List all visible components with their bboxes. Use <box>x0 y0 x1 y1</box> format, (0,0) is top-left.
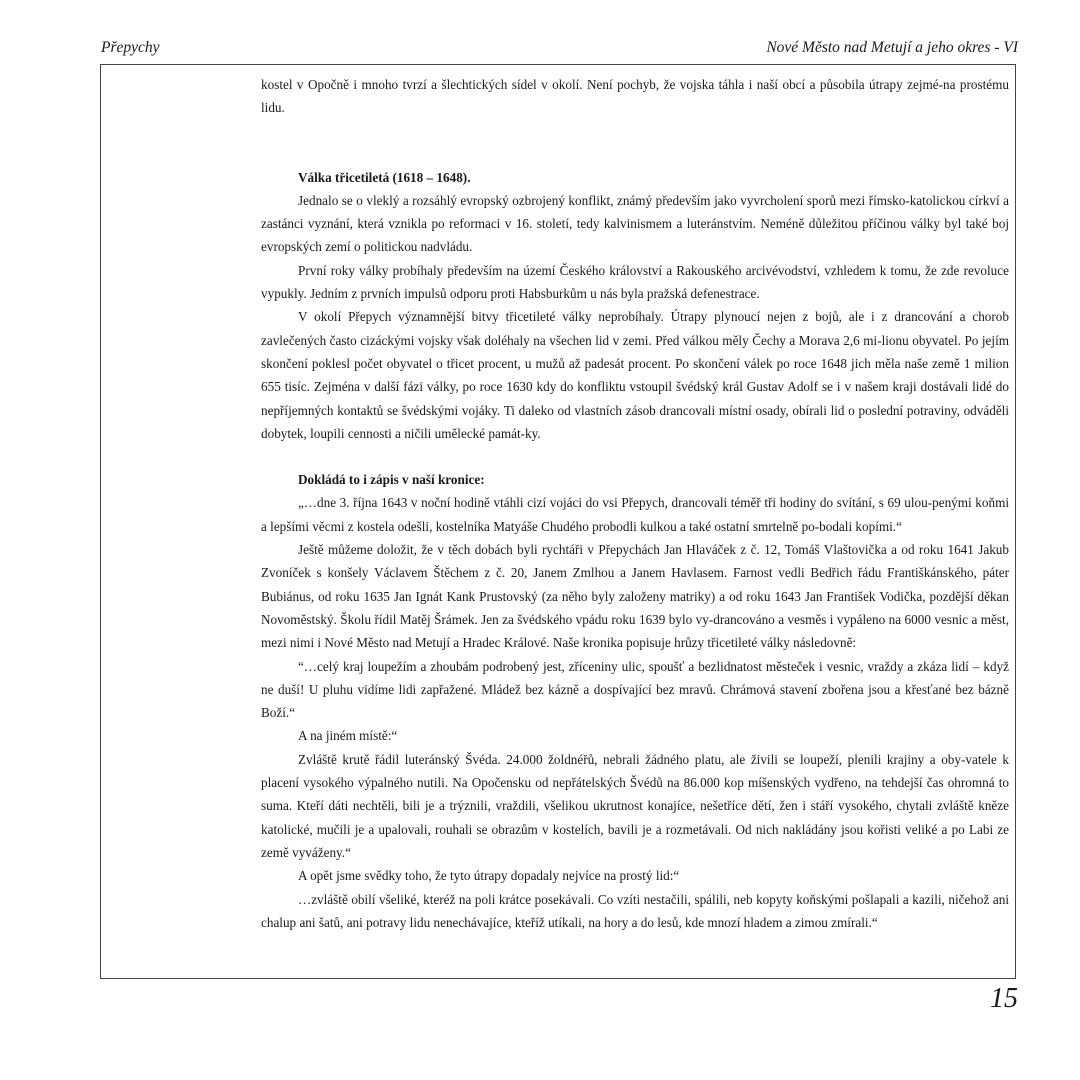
body-paragraph: A na jiném místě:“ <box>298 728 398 744</box>
body-paragraph: První roky války probíhaly především na území Českého království a Rakouského arcivévodství, vzhledem k tomu, že zde revoluce vypukly. Jedním z prvních impulsů odporu proti Habsburkům u nás byla pražská defenestrace. <box>261 262 1009 302</box>
section-heading-thirty-years-war: Válka třicetiletá (1618 – 1648). <box>298 169 471 185</box>
body-paragraph: V okolí Přepych významnější bitvy třicetileté války neprobíhaly. Útrapy plynoucí nejen z bojů, ale i z drancování a chorob zavlečených často cizáckými vojsky však doléhaly na všechen lid v zemi. Před válkou měly Čechy a Morava 2,6 mi-lionu obyvatel. Po jejím skončení poklesl počet obyvatel o třicet procent, u mužů až padesát procent. Po skončení válek po roce 1648 jich měla naše země 1 milion 655 tisíc. Zejména v další fázi války, po roce 1630 kdy do konfliktu vstoupil švédský král Gustav Adolf se i v našem kraji dostávali lidé do nepříjemných kontaktů se švédskými vojáky. Ti daleko od vlastních zásob drancovali místní osady, obírali lid o poslední potraviny, odváděli dobytek, loupili cennosti a ničili umělecké památ-ky. <box>261 309 1009 441</box>
intro-paragraph: kostel v Opočně i mnoho tvrzí a šlechtických sídel v okolí. Není pochyb, že vojska táhla i naší obcí a působila útrapy zejmé-na prostému lidu. <box>261 77 1009 116</box>
section-spacer <box>261 445 1009 468</box>
section-spacer <box>261 120 1009 166</box>
body-paragraph: A opět jsme svědky toho, že tyto útrapy dopadaly nejvíce na prostý lid:“ <box>298 868 680 884</box>
main-text-column <box>261 73 1009 934</box>
running-header-right: Nové Město nad Metují a jeho okres - VI <box>766 39 1018 56</box>
page-number: 15 <box>990 983 1018 1014</box>
running-header-left: Přepychy <box>101 39 160 56</box>
chronicle-quote-paragraph: …zvláště obilí všeliké, kteréž na poli krátce posekávali. Co vzíti nestačili, spálili, neb kopyty koňskými pošlapali a kazili, ničehož ani chalup ani šatů, ani potravy lidu nenechávajíce, kteříž utíkali, na hory a do lesů, kde mnozí hladem a zimou zmírali.“ <box>261 891 1009 930</box>
section-heading-chronicle: Dokládá to i zápis v naší kronice: <box>298 472 485 488</box>
chronicle-quote-paragraph: „…dne 3. října 1643 v noční hodině vtáhli cizí vojáci do vsi Přepych, drancovali téměř tři hodiny do svítání, s 69 ulou-penými koňmi a lepšími věcmi z kostela odešli, kostelníka Matyáše Chudého probodli kulkou a také ostatní smrtelně po-bodali kopími.“ <box>261 495 1009 534</box>
body-paragraph: Ještě můžeme doložit, že v těch dobách byli rychtáři v Přepychách Jan Hlaváček z č. 12, Tomáš Vlaštovička a od roku 1641 Jakub Zvoníček s konšely Václavem Štěchem z č. 20, Janem Zmlhou a Janem Havlasem. Farnost vedli Bedřich řádu Františkánského, páter Bubiánus, od roku 1635 Jan Ignát Kank Prustovský (za něho byly založeny matriky) a od roku 1643 Jan František Vodička, pozdější děkan Novoměstský. Školu řídil Matěj Šrámek. Jen za švédského vpádu roku 1639 bylo vy-drancováno a vesměs i vypáleno na 6000 vesnic a měst, mezi nimi i Nové Město nad Metují a Hradec Králové. Naše kronika popisuje hrůzy třicetileté války následovně: <box>261 542 1009 651</box>
body-paragraph: Jednalo se o vleklý a rozsáhlý evropský ozbrojený konflikt, známý především jako vyvrcholení sporů mezi římsko-katolickou církví a zastánci vyznání, která vznikla po reformaci v 16. století, tedy kalvinismem a luteránstvím. Neméně důležitou příčinou války byl také boj evropských zemí o politickou nadvládu. <box>261 192 1009 255</box>
chronicle-quote-paragraph: “…celý kraj loupežím a zhoubám podrobený jest, zříceniny ulic, spoušť a bezlidnatost městeček i vesnic, vraždy a zkáza lidí – když ne duší! U pluhu vidíme lidi zapřažené. Mládež bez kázně a dospívající bez mravů. Chrámová stavení zbořena jsou a křesťané bez bázně Boží.“ <box>261 658 1009 721</box>
chronicle-quote-paragraph: Zvláště krutě řádil luteránský Švéda. 24.000 žoldnéřů, nebrali žádného platu, ale živili se loupeží, plenili krajiny a oby-vatele k placení vysokého výpalného nutili. Na Opočensku od nepřátelských Švédů na 86.000 kop míšenských vydřeno, na tehdejší čas ohromná to suma. Kteří dáti nechtěli, bili je a trýznili, vraždili, všelikou ukrutnost konajíce, nešetříce dětí, žen i stáří vysokého, chytali zvláště kněze katolické, mučili je a upalovali, rouhali se obrazům v kostelích, bavili je a rozmetávali. Od nich nakládány jsou kořisti veliké a po Labi ze země vyváženy.“ <box>261 751 1009 860</box>
